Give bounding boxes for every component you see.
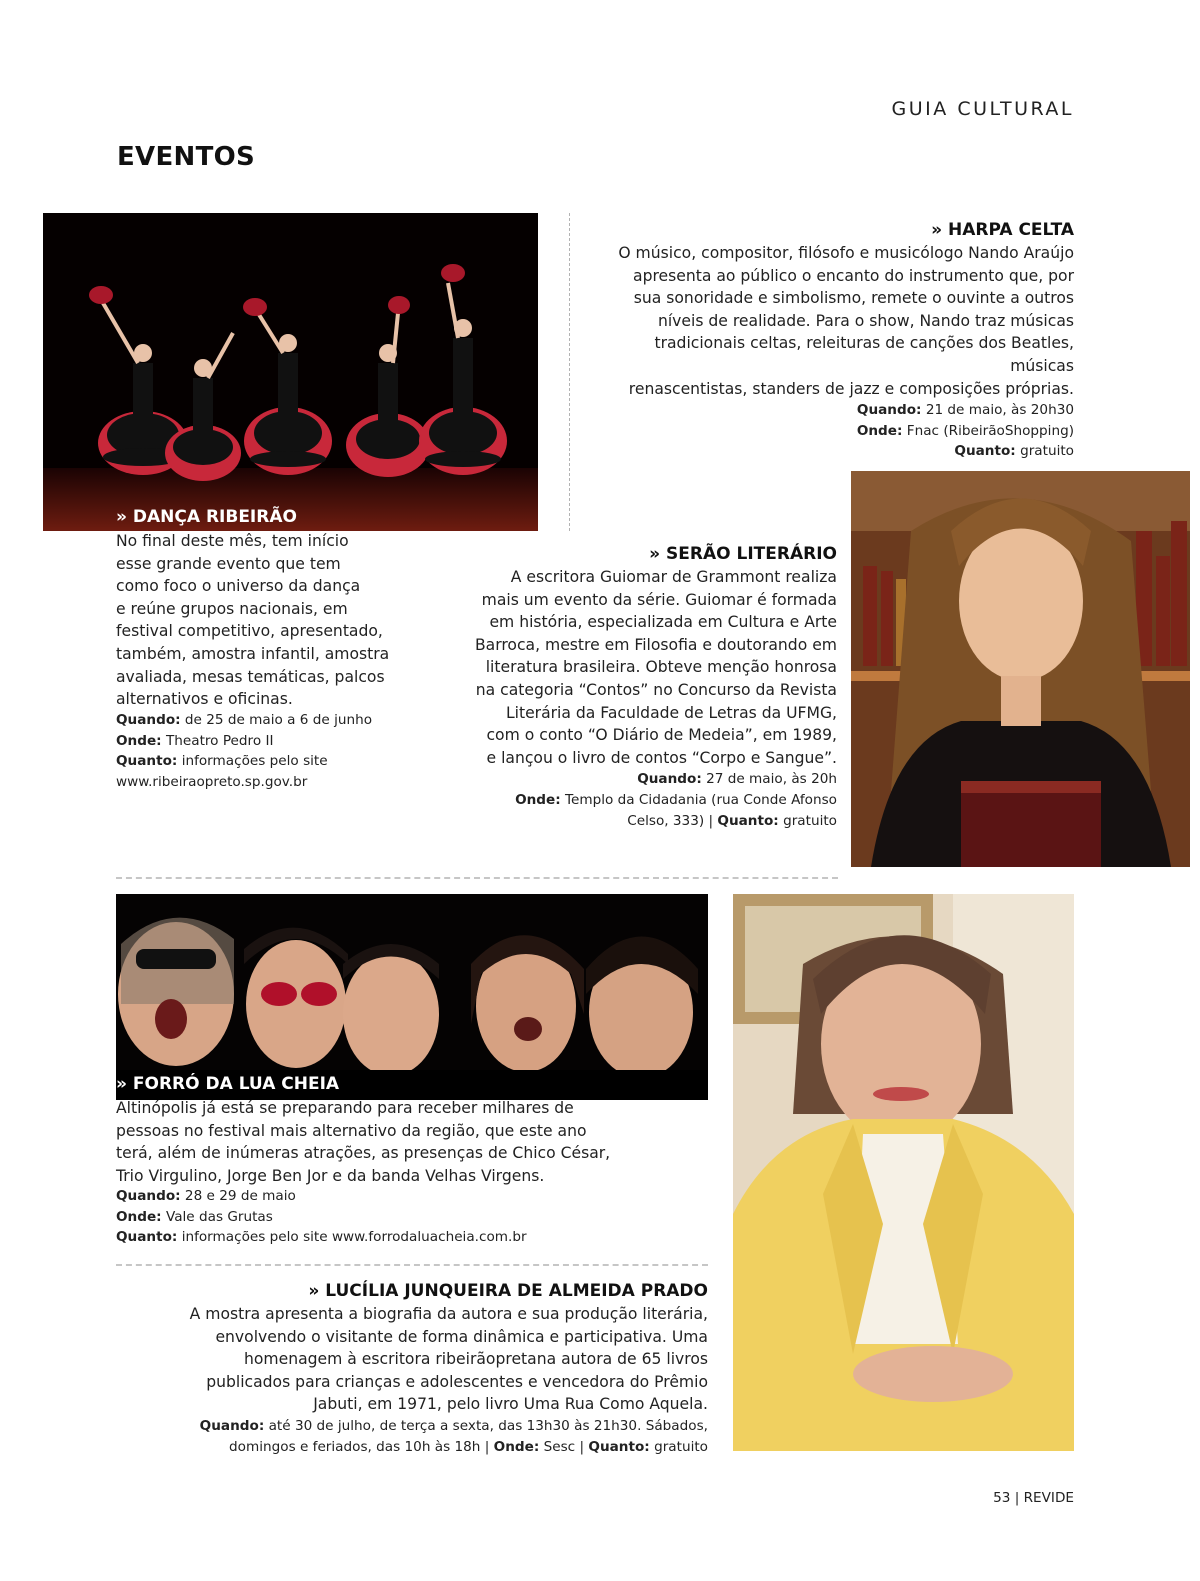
serao-body xyxy=(450,566,837,769)
text-line: como foco o universo da dança xyxy=(116,577,361,596)
text-line: Barroca, mestre em Filosofia e doutorando em xyxy=(474,635,837,654)
column-divider xyxy=(569,213,570,531)
page-title: EVENTOS xyxy=(117,142,256,172)
danca-heading: » DANÇA RIBEIRÃO xyxy=(116,507,297,527)
harpa-when: Quando: 21 de maio, às 20h30 xyxy=(856,402,1074,419)
text-line: mais um evento da série. Guiomar é formada xyxy=(481,590,837,609)
text-line: níveis de realidade. Para o show, Nando traz músicas xyxy=(657,311,1074,330)
serao-meta xyxy=(450,769,837,831)
band-photo xyxy=(116,894,708,1100)
harpa-where: Onde: Fnac (RibeirãoShopping) xyxy=(856,422,1074,439)
text-line: A mostra apresenta a biografia da autora e sua produção literária, xyxy=(189,1305,708,1323)
text-line: pessoas no festival mais alternativo da região, que este ano xyxy=(116,1121,587,1140)
section-label: GUIA CULTURAL xyxy=(891,98,1074,120)
harpa-body xyxy=(590,242,1074,400)
harpa-meta xyxy=(590,400,1074,462)
text-line: e lançou o livro de contos “Corpo e Sangue”. xyxy=(486,748,837,767)
text-line: envolvendo o visitante de forma dinâmica e participativa. Uma xyxy=(215,1327,708,1346)
danca-body xyxy=(116,530,416,711)
text-line: e reúne grupos nacionais, em xyxy=(116,599,348,618)
text-line: Jabuti, em 1971, pelo livro Uma Rua Como Aquela. xyxy=(313,1395,708,1414)
lucilia-when-where-price: domingos e feriados, das 10h às 18h | Onde: Sesc | Quanto: gratuito xyxy=(229,1438,708,1455)
text-line: alternativos e oficinas. xyxy=(116,690,293,709)
harpa-heading: » HARPA CELTA xyxy=(931,220,1074,240)
text-line: O músico, compositor, filósofo e musicólogo Nando Araújo xyxy=(618,244,1074,262)
text-line: Trio Virgulino, Jorge Ben Jor e da banda Velhas Virgens. xyxy=(116,1166,545,1185)
lucilia-when: Quando: até 30 de julho, de terça a sexta, das 13h30 às 21h30. Sábados, xyxy=(199,1417,708,1434)
text-line: literatura brasileira. Obteve menção honrosa xyxy=(485,658,837,677)
forro-heading: » FORRÓ DA LUA CHEIA xyxy=(116,1074,340,1094)
section-divider xyxy=(116,877,838,879)
serao-when: Quando: 27 de maio, às 20h xyxy=(637,771,837,788)
forro-where: Onde: Vale das Grutas xyxy=(116,1208,273,1225)
danca-when: Quando: de 25 de maio a 6 de junho xyxy=(116,712,373,728)
text-line: sua sonoridade e simbolismo, remete o ouvinte a outros xyxy=(633,289,1074,308)
harpa-block xyxy=(590,219,1074,462)
harpa-price: Quanto: gratuito xyxy=(954,443,1074,460)
section-divider xyxy=(116,1264,708,1266)
author-portrait-photo xyxy=(733,894,1074,1451)
text-line: com o conto “O Diário de Medeia”, em 1989, xyxy=(486,726,837,745)
serao-heading: » SERÃO LITERÁRIO xyxy=(649,544,837,564)
danca-price: Quanto: informações pelo site xyxy=(116,753,328,770)
forro-meta xyxy=(116,1186,676,1248)
text-line: em história, especializada em Cultura e Arte xyxy=(489,613,837,632)
text-line: Literária da Faculdade de Letras da UFMG, xyxy=(505,703,837,722)
text-line: renascentistas, standers de jazz e composições próprias. xyxy=(628,379,1074,398)
text-line: avaliada, mesas temáticas, palcos xyxy=(116,667,385,686)
text-line: A escritora Guiomar de Grammont realiza xyxy=(510,568,837,586)
text-line: esse grande evento que tem xyxy=(116,554,341,573)
text-line: Altinópolis já está se preparando para receber milhares de xyxy=(116,1099,574,1117)
lucilia-body xyxy=(140,1303,708,1416)
forro-price: Quanto: informações pelo site www.forrodaluacheia.com.br xyxy=(116,1229,527,1246)
forro-body xyxy=(116,1097,676,1187)
text-line: festival competitivo, apresentado, xyxy=(116,622,383,641)
serao-block xyxy=(450,543,837,831)
danca-meta xyxy=(116,710,436,792)
text-line: tradicionais celtas, releituras de canções dos Beatles, músicas xyxy=(654,334,1074,375)
serao-where-price: Celso, 333) | Quanto: gratuito xyxy=(627,812,837,829)
text-line: apresenta ao público o encanto do instrumento que, por xyxy=(633,266,1074,285)
text-line: publicados para crianças e adolescentes e vencedora do Prêmio xyxy=(206,1372,708,1391)
text-line: terá, além de inúmeras atrações, as presenças de Chico César, xyxy=(116,1144,611,1163)
text-line: na categoria “Contos” no Concurso da Revista xyxy=(475,680,837,699)
forro-when: Quando: 28 e 29 de maio xyxy=(116,1188,296,1204)
danca-site-link[interactable]: www.ribeiraopreto.sp.gov.br xyxy=(116,773,308,790)
lucilia-block xyxy=(140,1280,708,1457)
page-footer: 53 | REVIDE xyxy=(993,1490,1074,1506)
text-line: também, amostra infantil, amostra xyxy=(116,644,390,663)
lucilia-heading: » LUCÍLIA JUNQUEIRA DE ALMEIDA PRADO xyxy=(308,1281,708,1301)
serao-where: Onde: Templo da Cidadania (rua Conde Afonso xyxy=(515,791,837,808)
writer-portrait-photo xyxy=(851,471,1190,867)
danca-where: Onde: Theatro Pedro II xyxy=(116,732,274,749)
text-line: No final deste mês, tem início xyxy=(116,532,349,550)
dance-photo xyxy=(43,213,538,531)
lucilia-meta xyxy=(140,1416,708,1457)
text-line: homenagem à escritora ribeirãopretana autora de 65 livros xyxy=(243,1350,708,1369)
